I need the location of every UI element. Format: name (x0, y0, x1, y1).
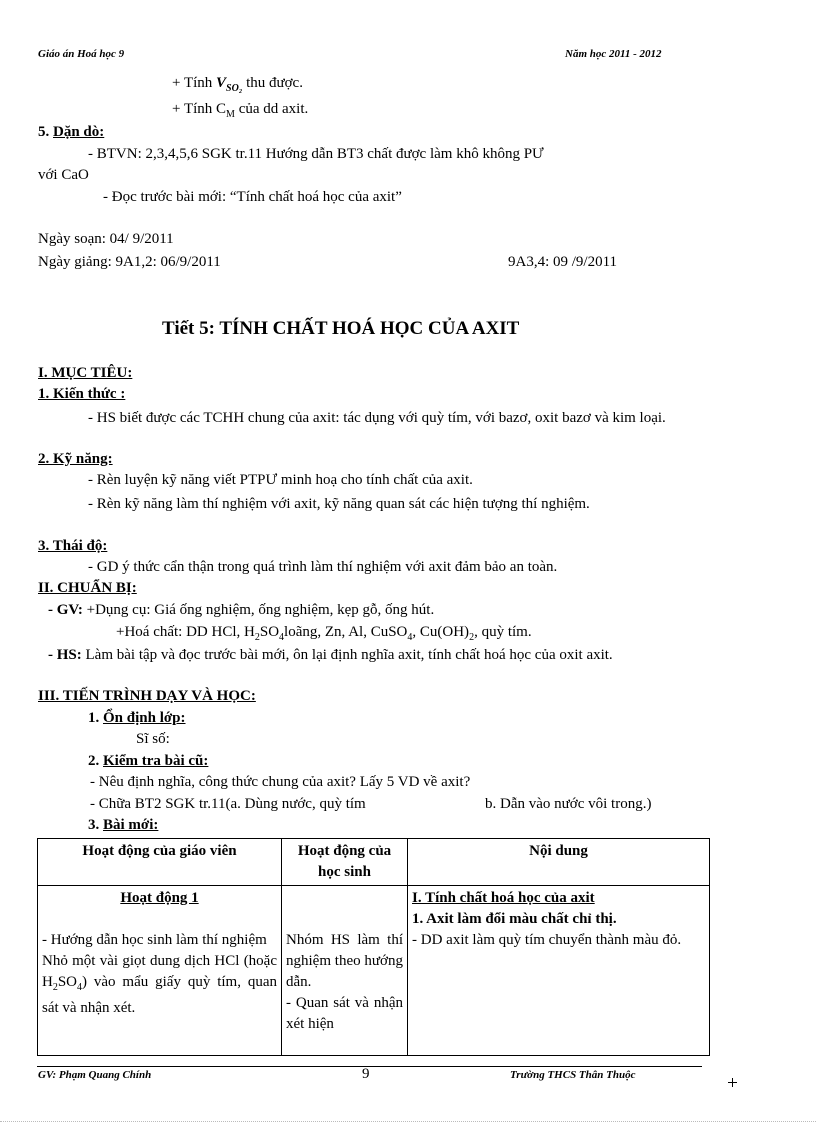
skills-text-2: - Rèn kỹ năng làm thí nghiệm với axit, kỹ năng quan sát các hiện tượng thí nghiệm. (88, 496, 590, 512)
prep-heading: II. CHUẨN BỊ: (38, 580, 137, 596)
volume-symbol: V (216, 75, 227, 91)
table-row (38, 886, 710, 1056)
knowledge-heading: 1. Kiến thức : (38, 386, 126, 402)
step3-heading: 3. Bài mới: (88, 817, 159, 833)
skills-text-1: - Rèn luyện kỹ năng viết PTPƯ minh hoạ cho tính chất của axit. (88, 472, 473, 488)
col-header-teacher: Hoạt động của giáo viên (38, 839, 282, 886)
calc-concentration-line: + Tính $C_M$ của dd axit. (172, 101, 309, 120)
attitude-text: - GD ý thức cẩn thận trong quá trình làm thí nghiệm với axit đảm bảo an toàn. (88, 559, 558, 575)
lesson-title: Tiết 5: TÍNH CHẤT HOÁ HỌC CỦA AXIT (162, 318, 520, 339)
attitude-heading: 3. Thái độ: (38, 538, 108, 554)
date-prepared: Ngày soạn: 04/ 9/2011 (38, 231, 174, 247)
step2-line2a: - Chữa BT2 SGK tr.11(a. Dùng nước, quỳ tím (90, 796, 366, 812)
header-right: Năm học 2011 - 2012 (565, 48, 662, 60)
footer-right: Trường THCS Thân Thuộc (510, 1069, 636, 1081)
step2-heading: 2. Kiểm tra bài cũ: (88, 753, 209, 769)
date-taught-2: 9A3,4: 09 /9/2011 (508, 254, 618, 270)
homework-line2: - Đọc trước bài mới: “Tính chất hoá học của axit” (103, 189, 402, 205)
step1-heading: 1. Ổn định lớp: (88, 710, 186, 726)
student-text-1: Nhóm HS làm thí nghiệm theo hướng dẫn. (286, 932, 403, 990)
footer-left: GV: Phạm Quang Chính (38, 1069, 152, 1081)
teacher-text-2: Nhỏ một vài giọt dung dịch HCl (hoặc $H_2SO_4$) vào mẩu giấy quỳ tím, quan sát và nhận xét. (42, 953, 277, 1016)
prep-hs-text: - HS: Làm bài tập và đọc trước bài mới, ôn lại định nghĩa axit, tính chất hoá học của oxit axit. (48, 647, 613, 663)
process-heading: III. TIẾN TRÌNH DẠY VÀ HỌC: (38, 688, 256, 704)
step1-text: Sĩ số: (136, 731, 170, 747)
student-cell (282, 886, 408, 1056)
col-header-student: Hoạt động của học sinh (282, 839, 408, 886)
homework-line1b: với CaO (38, 167, 89, 183)
prep-gv-line2: +Hoá chất: DD HCl, $H_2SO_4loãng$, Zn, Al, CuSO$_4$, $Cu(OH)_2$, quỳ tím. (116, 624, 532, 643)
step2-line2b: b. Dẫn vào nước vôi trong.) (485, 796, 652, 812)
step2-line1: - Nêu định nghĩa, công thức chung của axit? Lấy 5 VD về axit? (90, 774, 471, 790)
activity-title: Hoạt động 1 (120, 890, 199, 906)
date-taught: Ngày giảng: 9A1,2: 06/9/2011 (38, 254, 221, 270)
table-header-row (38, 839, 710, 886)
content-subheading: 1. Axit làm đổi màu chất chỉ thị. (412, 911, 617, 927)
prep-gv-line1: - GV: +Dụng cụ: Giá ống nghiệm, ống nghiệm, kẹp gỗ, ống hút. (48, 602, 435, 618)
content-cell (408, 886, 710, 1056)
skills-heading: 2. Kỹ năng: (38, 451, 113, 467)
page-edge-dotted-line (0, 1121, 816, 1122)
content-text: - DD axit làm quỳ tím chuyển thành màu đỏ. (412, 932, 682, 948)
lesson-table (37, 838, 710, 1056)
objectives-heading: I. MỤC TIÊU: (38, 365, 133, 381)
content-heading: I. Tính chất hoá học của axit (412, 890, 595, 906)
footer-rule (37, 1066, 702, 1067)
page-number: 9 (362, 1066, 370, 1082)
teacher-cell (38, 886, 282, 1056)
header-left: Giáo án Hoá học 9 (38, 48, 125, 60)
calc-volume-line: + Tính $V_{SO_2}$ thu được. (172, 75, 303, 94)
homework-line1: - BTVN: 2,3,4,5,6 SGK tr.11 Hướng dẫn BT3 chất được làm khô không PƯ (88, 146, 544, 162)
student-text-2: - Quan sát và nhận xét hiện (286, 995, 403, 1032)
homework-heading: 5. Dặn dò: (38, 124, 105, 140)
knowledge-text: - HS biết được các TCHH chung của axit: tác dụng với quỳ tím, với bazơ, oxit bazơ và kim loại. (88, 410, 666, 426)
crop-mark-icon (728, 1078, 737, 1087)
teacher-text-1: - Hướng dẫn học sinh làm thí nghiệm (42, 932, 267, 948)
col-header-content: Nội dung (408, 839, 710, 886)
